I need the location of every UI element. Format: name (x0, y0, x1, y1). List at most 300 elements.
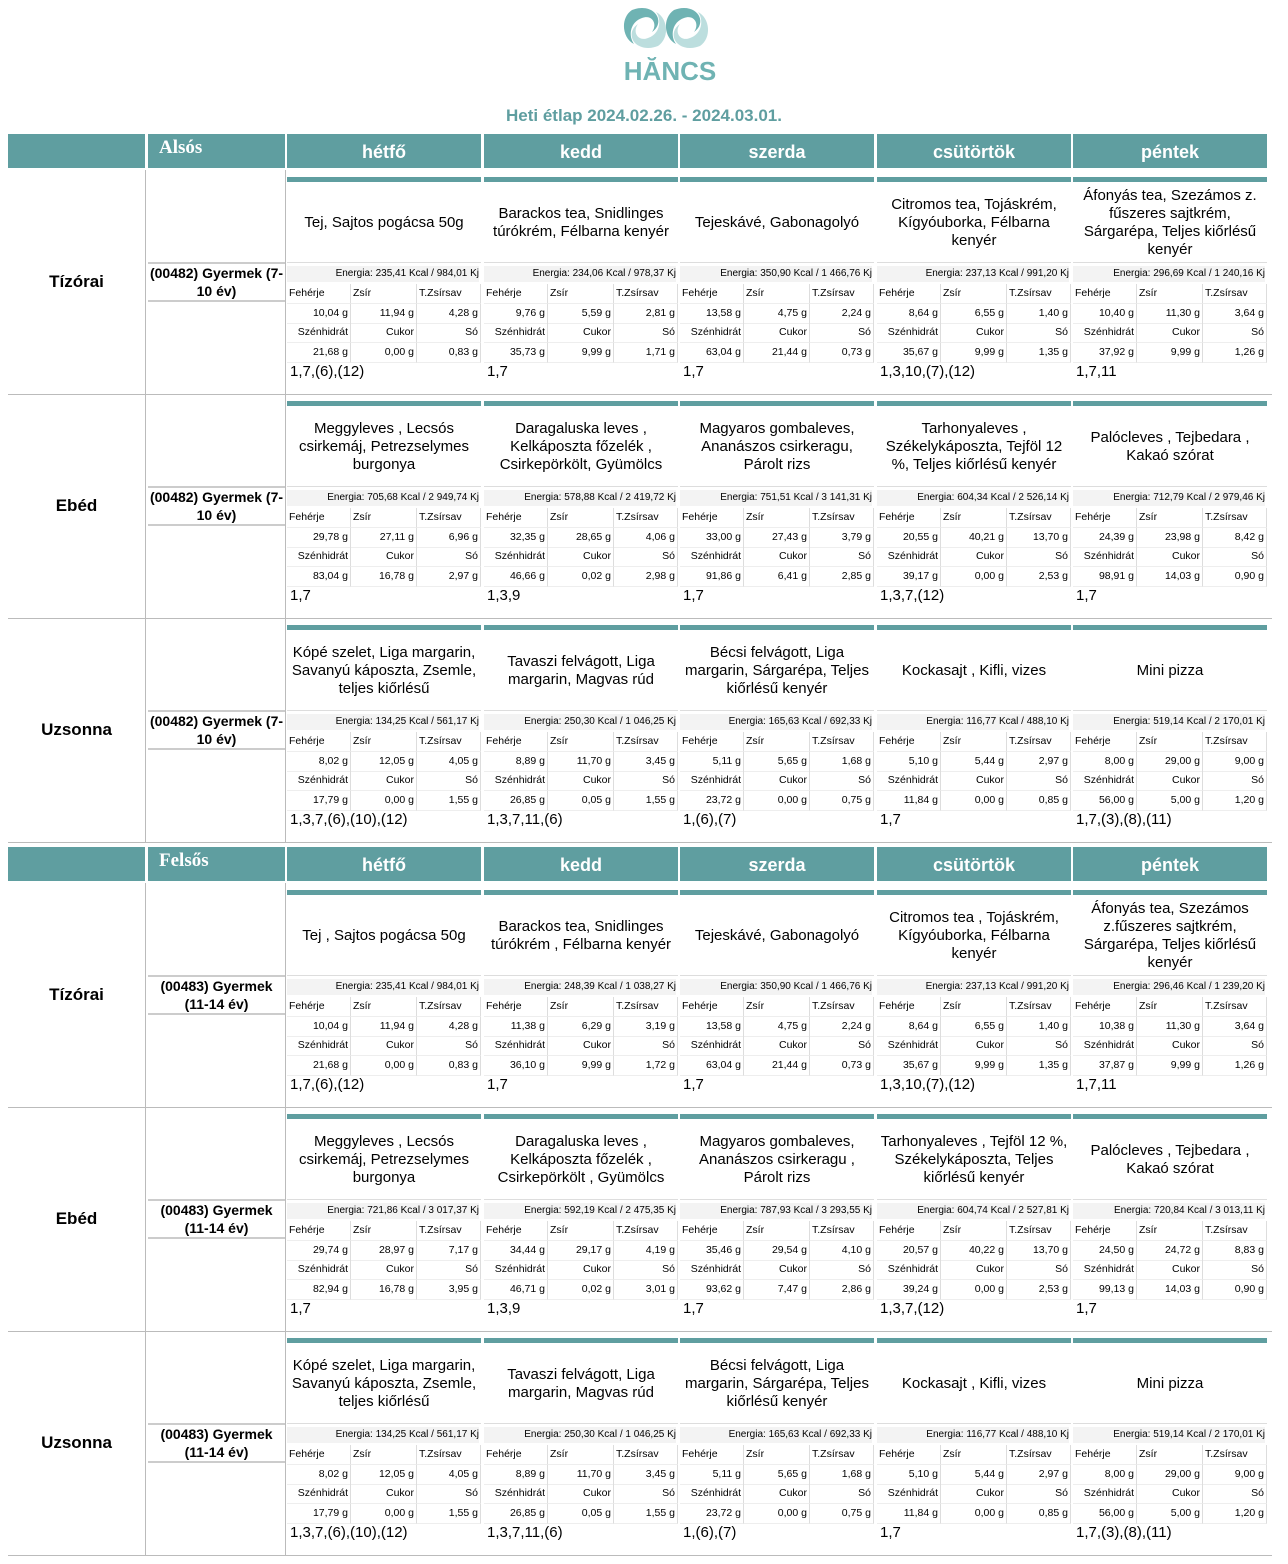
dish-name: Kockasajt , Kifli, vizes (877, 1345, 1071, 1424)
allergen-codes: 1,7 (880, 811, 901, 828)
nutrient-value-zsir: 6,55 g (941, 304, 1007, 324)
nutrient-value-tzsirsav: 6,96 g (417, 528, 481, 548)
energy-value: Energia: 787,93 Kcal / 3 293,55 Kj (680, 1203, 872, 1219)
nutrient-label-szenhidrat: Szénhidrát (680, 323, 744, 343)
menu-cell (680, 883, 874, 1107)
nutrient-value-so: 2,86 g (810, 1280, 874, 1300)
nutrient-label-szenhidrat: Szénhidrát (877, 771, 941, 791)
nutrient-label-szenhidrat: Szénhidrát (287, 1260, 351, 1280)
nutrient-label-tzsirsav: T.Zsírsav (1203, 732, 1267, 752)
nutrient-label-so: Só (810, 323, 874, 343)
nutrient-label-so: Só (614, 1484, 678, 1504)
nutrient-value-zsir: 5,65 g (744, 1465, 810, 1485)
nutrition-table (287, 508, 481, 548)
nutrient-value-so: 3,95 g (417, 1280, 481, 1300)
cell-accent-bar (1073, 177, 1267, 182)
dish-name: Citromos tea, Tojáskrém, Kígyóuborka, Félbarna kenyér (877, 184, 1071, 263)
cell-accent-bar (877, 890, 1071, 895)
nutrient-label-cukor: Cukor (744, 547, 810, 567)
nutrient-value-szenhidrat: 35,67 g (877, 343, 941, 363)
nutrient-value-feherje: 9,76 g (484, 304, 548, 324)
nutrient-value-feherje: 29,78 g (287, 528, 351, 548)
nutrient-label-cukor: Cukor (1137, 771, 1203, 791)
day-header: kedd (484, 134, 678, 168)
dish-name: Tejeskávé, Gabonagolyó (680, 897, 874, 976)
nutrient-label-tzsirsav: T.Zsírsav (1007, 1221, 1071, 1241)
nutrient-label-so: Só (1007, 1484, 1071, 1504)
nutrient-label-cukor: Cukor (548, 1036, 614, 1056)
nutrient-value-cukor: 16,78 g (351, 567, 417, 587)
nutrition-table (484, 547, 678, 587)
nutrition-table (1073, 771, 1267, 811)
energy-value: Energia: 296,69 Kcal / 1 240,16 Kj (1073, 266, 1265, 282)
menu-cell (484, 618, 678, 842)
cell-accent-bar (287, 1338, 481, 1343)
nutrient-label-szenhidrat: Szénhidrát (287, 1036, 351, 1056)
nutrient-label-so: Só (417, 1260, 481, 1280)
nutrient-value-cukor: 0,00 g (941, 791, 1007, 811)
nutrient-label-cukor: Cukor (744, 1260, 810, 1280)
nutrient-value-so: 3,01 g (614, 1280, 678, 1300)
nutrient-label-szenhidrat: Szénhidrát (877, 547, 941, 567)
nutrient-value-feherje: 10,04 g (287, 304, 351, 324)
age-group-cell (148, 883, 286, 1107)
nutrient-label-feherje: Fehérje (680, 732, 744, 752)
age-group-cell (148, 394, 286, 618)
nutrient-value-szenhidrat: 98,91 g (1073, 567, 1137, 587)
nutrient-label-szenhidrat: Szénhidrát (1073, 771, 1137, 791)
dish-name: Daragaluska leves , Kelkáposzta főzelék , Csirkepörkölt , Gyümölcs (484, 1121, 678, 1200)
cell-accent-bar (877, 177, 1071, 182)
nutrient-value-tzsirsav: 2,81 g (614, 304, 678, 324)
nutrient-value-feherje: 35,46 g (680, 1241, 744, 1261)
energy-value: Energia: 712,79 Kcal / 2 979,46 Kj (1073, 490, 1265, 506)
allergen-codes: 1,7,11 (1076, 363, 1117, 380)
menu-cell (287, 883, 481, 1107)
logo-wordmark: HĂNCS (623, 56, 717, 86)
nutrient-value-szenhidrat: 35,67 g (877, 1056, 941, 1076)
nutrient-label-so: Só (810, 1484, 874, 1504)
nutrient-label-so: Só (1203, 323, 1267, 343)
menu-cell (877, 883, 1071, 1107)
nutrition-table (287, 771, 481, 811)
nutrient-value-so: 0,75 g (810, 791, 874, 811)
nutrient-label-zsir: Zsír (1137, 732, 1203, 752)
nutrient-label-tzsirsav: T.Zsírsav (417, 508, 481, 528)
nutrition-table (680, 732, 874, 772)
nutrient-value-zsir: 5,44 g (941, 1465, 1007, 1485)
nutrient-value-cukor: 0,00 g (351, 1056, 417, 1076)
nutrition-table (1073, 1484, 1267, 1524)
nutrient-value-feherje: 8,64 g (877, 304, 941, 324)
nutrient-value-feherje: 5,10 g (877, 1465, 941, 1485)
nutrient-value-so: 0,90 g (1203, 567, 1267, 587)
nutrient-value-tzsirsav: 8,42 g (1203, 528, 1267, 548)
nutrition-table (484, 1445, 678, 1485)
nutrition-table (484, 732, 678, 772)
nutrient-value-cukor: 9,99 g (941, 1056, 1007, 1076)
energy-value: Energia: 234,06 Kcal / 978,37 Kj (484, 266, 676, 282)
nutrient-value-tzsirsav: 3,45 g (614, 1465, 678, 1485)
energy-value: Energia: 296,46 Kcal / 1 239,20 Kj (1073, 979, 1265, 995)
allergen-codes: 1,(6),(7) (683, 1524, 737, 1541)
meal-row (8, 394, 1272, 619)
nutrient-label-cukor: Cukor (351, 1484, 417, 1504)
nutrient-label-so: Só (1007, 1260, 1071, 1280)
nutrient-value-tzsirsav: 9,00 g (1203, 1465, 1267, 1485)
nutrition-table (1073, 1260, 1267, 1300)
energy-value: Energia: 250,30 Kcal / 1 046,25 Kj (484, 1427, 676, 1443)
nutrient-label-cukor: Cukor (1137, 1260, 1203, 1280)
nutrient-value-so: 0,85 g (1007, 791, 1071, 811)
nutrition-table (877, 771, 1071, 811)
nutrient-label-cukor: Cukor (744, 323, 810, 343)
allergen-codes: 1,3,7,(12) (880, 1300, 945, 1317)
nutrient-label-szenhidrat: Szénhidrát (877, 323, 941, 343)
allergen-codes: 1,3,7,(12) (880, 587, 945, 604)
cell-accent-bar (287, 401, 481, 406)
section-name: Felsős (148, 847, 285, 881)
nutrition-table (484, 1221, 678, 1261)
nutrient-label-tzsirsav: T.Zsírsav (417, 284, 481, 304)
allergen-codes: 1,7 (880, 1524, 901, 1541)
dish-name: Meggyleves , Lecsós csirkemáj, Petrezselymes burgonya (287, 408, 481, 487)
nutrition-table (680, 1484, 874, 1524)
nutrient-value-zsir: 5,44 g (941, 752, 1007, 772)
nutrition-table (680, 1036, 874, 1076)
nutrient-value-feherje: 8,02 g (287, 752, 351, 772)
nutrient-value-szenhidrat: 82,94 g (287, 1280, 351, 1300)
nutrient-value-feherje: 13,58 g (680, 1017, 744, 1037)
nutrient-value-feherje: 10,38 g (1073, 1017, 1137, 1037)
nutrition-table (287, 323, 481, 363)
nutrient-value-tzsirsav: 1,68 g (810, 752, 874, 772)
nutrient-label-zsir: Zsír (548, 997, 614, 1017)
menu-cell (680, 1331, 874, 1555)
allergen-codes: 1,7,(6),(12) (290, 1076, 365, 1093)
menu-cell (1073, 883, 1267, 1107)
nutrient-value-szenhidrat: 63,04 g (680, 343, 744, 363)
nutrient-value-so: 1,35 g (1007, 343, 1071, 363)
nutrient-label-tzsirsav: T.Zsírsav (614, 1445, 678, 1465)
dish-name: Tej, Sajtos pogácsa 50g (287, 184, 481, 263)
nutrient-label-szenhidrat: Szénhidrát (287, 771, 351, 791)
allergen-codes: 1,7 (487, 363, 508, 380)
nutrient-value-cukor: 6,41 g (744, 567, 810, 587)
energy-value: Energia: 705,68 Kcal / 2 949,74 Kj (287, 490, 479, 506)
meal-label: Ebéd (8, 394, 146, 618)
nutrient-label-zsir: Zsír (548, 284, 614, 304)
allergen-codes: 1,7 (683, 1076, 704, 1093)
nutrient-value-so: 0,83 g (417, 343, 481, 363)
nutrient-value-cukor: 21,44 g (744, 343, 810, 363)
age-group-cell (148, 1107, 286, 1331)
nutrient-value-tzsirsav: 13,70 g (1007, 528, 1071, 548)
cell-accent-bar (1073, 1338, 1267, 1343)
nutrient-value-cukor: 0,00 g (351, 343, 417, 363)
energy-value: Energia: 165,63 Kcal / 692,33 Kj (680, 1427, 872, 1443)
nutrient-value-so: 1,26 g (1203, 343, 1267, 363)
nutrition-table (484, 1036, 678, 1076)
nutrient-label-feherje: Fehérje (287, 284, 351, 304)
cell-accent-bar (484, 401, 678, 406)
nutrient-label-so: Só (1007, 323, 1071, 343)
nutrient-label-tzsirsav: T.Zsírsav (417, 732, 481, 752)
menu-cell (484, 170, 678, 394)
nutrient-label-tzsirsav: T.Zsírsav (614, 997, 678, 1017)
nutrient-value-cukor: 5,00 g (1137, 1504, 1203, 1524)
nutrient-label-feherje: Fehérje (877, 508, 941, 528)
menu-cell (1073, 394, 1267, 618)
cell-accent-bar (1073, 625, 1267, 630)
cell-accent-bar (680, 401, 874, 406)
dish-name: Tej , Sajtos pogácsa 50g (287, 897, 481, 976)
energy-value: Energia: 751,51 Kcal / 3 141,31 Kj (680, 490, 872, 506)
nutrient-label-so: Só (810, 1260, 874, 1280)
energy-value: Energia: 604,34 Kcal / 2 526,14 Kj (877, 490, 1069, 506)
nutrient-value-cukor: 0,00 g (941, 567, 1007, 587)
nutrient-label-szenhidrat: Szénhidrát (287, 323, 351, 343)
nutrient-label-feherje: Fehérje (287, 732, 351, 752)
nutrient-label-so: Só (614, 323, 678, 343)
nutrient-label-zsir: Zsír (1137, 284, 1203, 304)
nutrient-value-so: 0,90 g (1203, 1280, 1267, 1300)
age-group-cell (148, 1331, 286, 1555)
nutrient-value-szenhidrat: 11,84 g (877, 791, 941, 811)
nutrient-label-so: Só (1203, 1260, 1267, 1280)
nutrient-label-so: Só (614, 1260, 678, 1280)
nutrient-label-tzsirsav: T.Zsírsav (1203, 284, 1267, 304)
meal-row (8, 170, 1272, 395)
nutrition-table (287, 547, 481, 587)
nutrient-label-feherje: Fehérje (484, 508, 548, 528)
nutrient-value-szenhidrat: 17,79 g (287, 791, 351, 811)
energy-value: Energia: 350,90 Kcal / 1 466,76 Kj (680, 979, 872, 995)
nutrient-label-feherje: Fehérje (287, 1221, 351, 1241)
allergen-codes: 1,7 (1076, 587, 1097, 604)
dish-name: Áfonyás tea, Szezámos z. fűszeres sajtkrém, Sárgarépa, Teljes kiőrlésű kenyér (1073, 184, 1267, 263)
nutrient-value-zsir: 27,11 g (351, 528, 417, 548)
nutrient-label-feherje: Fehérje (1073, 1221, 1137, 1241)
nutrient-label-szenhidrat: Szénhidrát (484, 1260, 548, 1280)
nutrition-table (484, 323, 678, 363)
nutrient-label-cukor: Cukor (1137, 547, 1203, 567)
dish-name: Kockasajt , Kifli, vizes (877, 632, 1071, 711)
nutrient-value-so: 0,75 g (810, 1504, 874, 1524)
allergen-codes: 1,3,7,11,(6) (487, 1524, 563, 1541)
nutrition-table (877, 1260, 1071, 1300)
energy-value: Energia: 134,25 Kcal / 561,17 Kj (287, 1427, 479, 1443)
nutrient-label-tzsirsav: T.Zsírsav (1007, 1445, 1071, 1465)
nutrient-label-so: Só (810, 547, 874, 567)
nutrient-label-tzsirsav: T.Zsírsav (1007, 508, 1071, 528)
nutrient-label-zsir: Zsír (351, 1221, 417, 1241)
nutrient-value-tzsirsav: 3,64 g (1203, 1017, 1267, 1037)
nutrient-label-feherje: Fehérje (484, 732, 548, 752)
nutrient-value-so: 1,55 g (417, 1504, 481, 1524)
nutrient-value-cukor: 5,00 g (1137, 791, 1203, 811)
nutrition-table (680, 1221, 874, 1261)
nutrient-label-feherje: Fehérje (484, 1445, 548, 1465)
cell-accent-bar (680, 1338, 874, 1343)
nutrient-label-cukor: Cukor (941, 323, 1007, 343)
allergen-codes: 1,7,(3),(8),(11) (1076, 1524, 1172, 1541)
age-group: (00483) Gyermek (11-14 év) (148, 1423, 285, 1463)
menu-cell (680, 170, 874, 394)
nutrient-value-so: 1,20 g (1203, 791, 1267, 811)
nutrient-value-tzsirsav: 4,19 g (614, 1241, 678, 1261)
dish-name: Meggyleves , Lecsós csirkemáj, Petrezselymes burgonya (287, 1121, 481, 1200)
dish-name: Tejeskávé, Gabonagolyó (680, 184, 874, 263)
menu-cell (877, 394, 1071, 618)
nutrient-label-zsir: Zsír (941, 508, 1007, 528)
nutrient-value-szenhidrat: 37,92 g (1073, 343, 1137, 363)
nutrient-label-so: Só (417, 323, 481, 343)
cell-accent-bar (1073, 1114, 1267, 1119)
nutrient-value-zsir: 27,43 g (744, 528, 810, 548)
nutrient-label-zsir: Zsír (744, 732, 810, 752)
nutrient-value-cukor: 0,00 g (941, 1280, 1007, 1300)
nutrient-label-cukor: Cukor (941, 1484, 1007, 1504)
nutrient-label-zsir: Zsír (941, 732, 1007, 752)
nutrient-label-cukor: Cukor (1137, 1036, 1203, 1056)
dish-name: Tavaszi felvágott, Liga margarin, Magvas rúd (484, 1345, 678, 1424)
nutrient-label-szenhidrat: Szénhidrát (287, 547, 351, 567)
nutrient-value-feherje: 8,89 g (484, 752, 548, 772)
nutrient-label-so: Só (614, 547, 678, 567)
energy-value: Energia: 592,19 Kcal / 2 475,35 Kj (484, 1203, 676, 1219)
nutrient-value-zsir: 23,98 g (1137, 528, 1203, 548)
meal-row (8, 1107, 1272, 1332)
nutrient-value-so: 1,71 g (614, 343, 678, 363)
nutrient-value-zsir: 29,00 g (1137, 752, 1203, 772)
nutrient-value-tzsirsav: 3,64 g (1203, 304, 1267, 324)
dish-name: Citromos tea , Tojáskrém, Kígyóuborka, Félbarna kenyér (877, 897, 1071, 976)
nutrient-label-zsir: Zsír (548, 732, 614, 752)
nutrient-label-feherje: Fehérje (877, 997, 941, 1017)
nutrient-value-tzsirsav: 4,28 g (417, 1017, 481, 1037)
energy-value: Energia: 116,77 Kcal / 488,10 Kj (877, 714, 1069, 730)
nutrient-label-tzsirsav: T.Zsírsav (810, 1445, 874, 1465)
menu-cell (287, 170, 481, 394)
energy-value: Energia: 250,30 Kcal / 1 046,25 Kj (484, 714, 676, 730)
nutrient-label-szenhidrat: Szénhidrát (1073, 1036, 1137, 1056)
nutrient-label-cukor: Cukor (744, 1036, 810, 1056)
energy-value: Energia: 248,39 Kcal / 1 038,27 Kj (484, 979, 676, 995)
nutrient-label-tzsirsav: T.Zsírsav (1007, 732, 1071, 752)
nutrient-label-cukor: Cukor (1137, 1484, 1203, 1504)
nutrient-label-tzsirsav: T.Zsírsav (417, 1221, 481, 1241)
nutrient-value-cukor: 9,99 g (941, 343, 1007, 363)
nutrient-label-so: Só (417, 771, 481, 791)
nutrient-value-tzsirsav: 2,24 g (810, 304, 874, 324)
cell-accent-bar (1073, 401, 1267, 406)
nutrient-label-cukor: Cukor (548, 1260, 614, 1280)
energy-value: Energia: 519,14 Kcal / 2 170,01 Kj (1073, 714, 1265, 730)
energy-value: Energia: 237,13 Kcal / 991,20 Kj (877, 266, 1069, 282)
nutrition-table (680, 547, 874, 587)
nutrient-label-feherje: Fehérje (680, 284, 744, 304)
nutrient-label-cukor: Cukor (351, 771, 417, 791)
energy-value: Energia: 578,88 Kcal / 2 419,72 Kj (484, 490, 676, 506)
cell-accent-bar (484, 625, 678, 630)
nutrition-table (484, 1260, 678, 1300)
allergen-codes: 1,7,(6),(12) (290, 363, 365, 380)
nutrient-value-zsir: 5,65 g (744, 752, 810, 772)
nutrient-value-tzsirsav: 7,17 g (417, 1241, 481, 1261)
nutrient-value-so: 1,55 g (614, 1504, 678, 1524)
energy-value: Energia: 721,86 Kcal / 3 017,37 Kj (287, 1203, 479, 1219)
nutrition-table (680, 508, 874, 548)
nutrition-table (1073, 1036, 1267, 1076)
nutrient-label-zsir: Zsír (1137, 997, 1203, 1017)
nutrition-table (1073, 997, 1267, 1037)
dish-name: Barackos tea, Snidlinges túrókrém, Félbarna kenyér (484, 184, 678, 263)
menu-cell (680, 1107, 874, 1331)
menu-cell (680, 394, 874, 618)
nutrient-label-tzsirsav: T.Zsírsav (810, 997, 874, 1017)
nutrient-label-feherje: Fehérje (484, 997, 548, 1017)
dish-name: Barackos tea, Snidlinges túrókrém , Félbarna kenyér (484, 897, 678, 976)
nutrition-table (877, 284, 1071, 324)
day-header: csütörtök (877, 134, 1071, 168)
nutrient-value-cukor: 0,05 g (548, 791, 614, 811)
nutrient-value-cukor: 9,99 g (548, 343, 614, 363)
nutrient-label-cukor: Cukor (744, 771, 810, 791)
nutrient-label-szenhidrat: Szénhidrát (484, 1036, 548, 1056)
nutrient-value-so: 0,85 g (1007, 1504, 1071, 1524)
nutrient-value-cukor: 0,00 g (744, 1504, 810, 1524)
header-blank (8, 134, 145, 168)
nutrient-value-feherje: 8,00 g (1073, 1465, 1137, 1485)
nutrient-value-zsir: 11,94 g (351, 1017, 417, 1037)
nutrient-value-cukor: 0,00 g (941, 1504, 1007, 1524)
nutrient-value-so: 0,83 g (417, 1056, 481, 1076)
nutrient-label-zsir: Zsír (941, 1221, 1007, 1241)
nutrient-label-szenhidrat: Szénhidrát (680, 547, 744, 567)
nutrient-value-so: 1,20 g (1203, 1504, 1267, 1524)
dish-name: Magyaros gombaleves, Ananászos csirkeragu , Párolt rizs (680, 1121, 874, 1200)
nutrient-label-feherje: Fehérje (680, 1221, 744, 1241)
nutrient-label-zsir: Zsír (351, 997, 417, 1017)
day-header: péntek (1073, 847, 1267, 881)
cell-accent-bar (1073, 890, 1267, 895)
nutrient-label-cukor: Cukor (351, 1260, 417, 1280)
energy-value: Energia: 235,41 Kcal / 984,01 Kj (287, 979, 479, 995)
menu-cell (1073, 1331, 1267, 1555)
nutrient-value-cukor: 0,00 g (744, 791, 810, 811)
menu-cell (484, 1107, 678, 1331)
dish-name: Mini pizza (1073, 1345, 1267, 1424)
nutrient-label-tzsirsav: T.Zsírsav (614, 284, 678, 304)
nutrient-label-cukor: Cukor (548, 771, 614, 791)
nutrient-label-szenhidrat: Szénhidrát (680, 1484, 744, 1504)
nutrient-value-szenhidrat: 23,72 g (680, 791, 744, 811)
nutrient-value-zsir: 11,70 g (548, 1465, 614, 1485)
menu-cell (1073, 618, 1267, 842)
allergen-codes: 1,3,9 (487, 1300, 521, 1317)
cell-accent-bar (484, 890, 678, 895)
nutrition-table (680, 1260, 874, 1300)
nutrient-label-szenhidrat: Szénhidrát (680, 771, 744, 791)
energy-value: Energia: 165,63 Kcal / 692,33 Kj (680, 714, 872, 730)
nutrient-value-feherje: 13,58 g (680, 304, 744, 324)
nutrient-label-feherje: Fehérje (1073, 284, 1137, 304)
nutrient-value-cukor: 0,05 g (548, 1504, 614, 1524)
nutrient-label-feherje: Fehérje (287, 508, 351, 528)
nutrient-value-szenhidrat: 91,86 g (680, 567, 744, 587)
nutrient-label-szenhidrat: Szénhidrát (877, 1260, 941, 1280)
